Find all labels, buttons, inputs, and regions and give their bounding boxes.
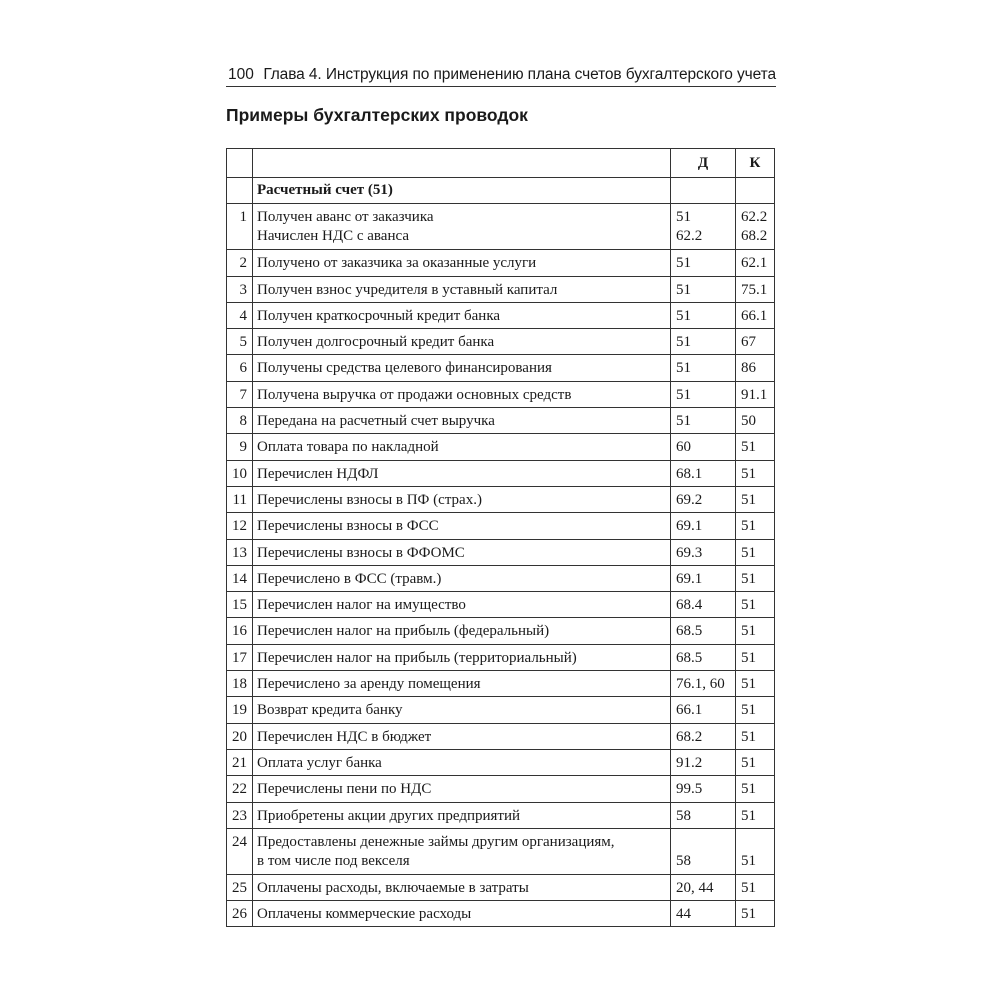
row-description bbox=[253, 697, 671, 723]
row-description bbox=[253, 460, 671, 486]
section-credit-cell bbox=[736, 178, 775, 204]
row-credit-line: 51 bbox=[741, 597, 756, 614]
row-number: 26 bbox=[227, 901, 253, 927]
row-description-line: Перечислен налог на прибыль (федеральный) bbox=[257, 623, 550, 640]
row-description-line: Перечислены взносы в ФФОМС bbox=[257, 544, 465, 561]
table-row bbox=[227, 749, 775, 775]
row-credit-line: 51 bbox=[741, 649, 756, 666]
row-number: 6 bbox=[227, 355, 253, 381]
row-description-line: Получены средства целевого финансирования bbox=[257, 360, 552, 377]
row-description bbox=[253, 802, 671, 828]
table-row bbox=[227, 355, 775, 381]
table-row bbox=[227, 874, 775, 900]
row-credit-line: 51 bbox=[741, 465, 756, 482]
row-credit-line: 51 bbox=[741, 906, 756, 923]
row-description bbox=[253, 723, 671, 749]
section-debit-cell bbox=[671, 178, 736, 204]
row-credit-line: 51 bbox=[741, 781, 756, 798]
row-description bbox=[253, 618, 671, 644]
row-number: 3 bbox=[227, 276, 253, 302]
table-row bbox=[227, 408, 775, 434]
row-credit-line: 67 bbox=[741, 334, 756, 351]
row-credit bbox=[736, 486, 775, 512]
row-credit-line: 51 bbox=[741, 702, 756, 719]
row-credit-line: 51 bbox=[741, 852, 756, 869]
row-debit-line: 51 bbox=[676, 386, 691, 403]
row-description bbox=[253, 434, 671, 460]
row-debit bbox=[671, 513, 736, 539]
row-debit-line: 69.3 bbox=[676, 544, 703, 561]
row-number: 4 bbox=[227, 302, 253, 328]
row-description bbox=[253, 539, 671, 565]
table-row bbox=[227, 592, 775, 618]
table-row bbox=[227, 776, 775, 802]
table-row bbox=[227, 901, 775, 927]
row-debit-line: 51 bbox=[676, 281, 691, 298]
row-credit bbox=[736, 723, 775, 749]
table-row bbox=[227, 644, 775, 670]
row-number: 8 bbox=[227, 408, 253, 434]
row-debit bbox=[671, 276, 736, 302]
row-description-line: Перечислены взносы в ПФ (страх.) bbox=[257, 491, 482, 508]
row-credit bbox=[736, 355, 775, 381]
row-number: 7 bbox=[227, 381, 253, 407]
row-credit bbox=[736, 565, 775, 591]
row-debit bbox=[671, 460, 736, 486]
row-debit bbox=[671, 802, 736, 828]
row-description-line: в том числе под векселя bbox=[257, 852, 410, 869]
row-credit-line: 51 bbox=[741, 491, 756, 508]
row-description bbox=[253, 302, 671, 328]
row-description bbox=[253, 276, 671, 302]
header-credit: К bbox=[736, 149, 775, 178]
row-credit bbox=[736, 776, 775, 802]
table-row bbox=[227, 802, 775, 828]
row-credit-line: 51 bbox=[741, 623, 756, 640]
header-num bbox=[227, 149, 253, 178]
row-debit-line: 58 bbox=[676, 852, 691, 869]
table-row bbox=[227, 276, 775, 302]
row-credit bbox=[736, 671, 775, 697]
row-debit-line: 91.2 bbox=[676, 754, 703, 771]
row-credit-line: 51 bbox=[741, 439, 756, 456]
row-description-line: Оплачены расходы, включаемые в затраты bbox=[257, 879, 529, 896]
table-row bbox=[227, 828, 775, 874]
row-credit-line: 86 bbox=[741, 360, 756, 377]
row-number: 2 bbox=[227, 250, 253, 276]
row-description bbox=[253, 828, 671, 874]
row-description-line: Возврат кредита банку bbox=[257, 702, 403, 719]
row-description bbox=[253, 565, 671, 591]
row-debit-line: 51 bbox=[676, 255, 691, 272]
row-debit-line: 69.1 bbox=[676, 570, 703, 587]
row-description-line: Оплачены коммерческие расходы bbox=[257, 906, 472, 923]
row-debit bbox=[671, 486, 736, 512]
table-row bbox=[227, 460, 775, 486]
row-number: 17 bbox=[227, 644, 253, 670]
row-number: 11 bbox=[227, 486, 253, 512]
row-description bbox=[253, 776, 671, 802]
row-description-line: Получен аванс от заказчика bbox=[257, 209, 434, 226]
row-description-line: Перечислены взносы в ФСС bbox=[257, 518, 439, 535]
row-number: 15 bbox=[227, 592, 253, 618]
row-description-line: Приобретены акции других предприятий bbox=[257, 807, 521, 824]
row-number: 25 bbox=[227, 874, 253, 900]
row-number: 9 bbox=[227, 434, 253, 460]
table-row bbox=[227, 329, 775, 355]
row-debit bbox=[671, 408, 736, 434]
row-description-line: Перечислены пени по НДС bbox=[257, 781, 432, 798]
section-label: Расчетный счет (51) bbox=[253, 178, 671, 204]
row-debit-line: 68.4 bbox=[676, 597, 703, 614]
table-row bbox=[227, 302, 775, 328]
row-description-line: Получено от заказчика за оказанные услуги bbox=[257, 255, 537, 272]
row-debit bbox=[671, 434, 736, 460]
row-debit-line: 44 bbox=[676, 906, 691, 923]
row-number: 10 bbox=[227, 460, 253, 486]
row-number: 5 bbox=[227, 329, 253, 355]
row-number: 23 bbox=[227, 802, 253, 828]
table-row bbox=[227, 204, 775, 250]
row-number: 22 bbox=[227, 776, 253, 802]
row-description bbox=[253, 486, 671, 512]
row-description-line: Перечислен НДФЛ bbox=[257, 465, 379, 482]
row-debit bbox=[671, 355, 736, 381]
row-debit bbox=[671, 592, 736, 618]
row-credit bbox=[736, 802, 775, 828]
table-row bbox=[227, 434, 775, 460]
row-debit-line: 99.5 bbox=[676, 781, 703, 798]
row-credit bbox=[736, 329, 775, 355]
row-credit bbox=[736, 874, 775, 900]
row-debit bbox=[671, 749, 736, 775]
row-debit-line: 51 bbox=[676, 413, 691, 430]
table-row bbox=[227, 381, 775, 407]
table-row bbox=[227, 671, 775, 697]
row-credit-line: 51 bbox=[741, 754, 756, 771]
row-description bbox=[253, 644, 671, 670]
row-description-line: Предоставлены денежные займы другим организациям, bbox=[257, 833, 615, 850]
row-credit-line: 51 bbox=[741, 518, 756, 535]
row-description-line: Передана на расчетный счет выручка bbox=[257, 413, 495, 430]
row-debit-line: 20, 44 bbox=[676, 879, 714, 896]
row-description bbox=[253, 671, 671, 697]
row-credit bbox=[736, 250, 775, 276]
row-debit bbox=[671, 874, 736, 900]
row-description bbox=[253, 408, 671, 434]
row-debit bbox=[671, 671, 736, 697]
row-debit bbox=[671, 618, 736, 644]
row-credit bbox=[736, 901, 775, 927]
row-credit-line: 75.1 bbox=[741, 281, 768, 298]
row-number: 24 bbox=[227, 828, 253, 874]
section-num-cell bbox=[227, 178, 253, 204]
section-title: Примеры бухгалтерских проводок bbox=[226, 105, 528, 125]
row-description-line: Перечислен налог на имущество bbox=[257, 597, 466, 614]
row-debit bbox=[671, 539, 736, 565]
table-row bbox=[227, 513, 775, 539]
row-debit-line: 68.5 bbox=[676, 623, 703, 640]
row-description bbox=[253, 204, 671, 250]
section-row bbox=[227, 178, 775, 204]
row-description bbox=[253, 355, 671, 381]
row-credit bbox=[736, 460, 775, 486]
row-debit bbox=[671, 381, 736, 407]
row-debit bbox=[671, 697, 736, 723]
row-description-line: Получен долгосрочный кредит банка bbox=[257, 334, 495, 351]
row-credit-line: 91.1 bbox=[741, 386, 768, 403]
row-description bbox=[253, 874, 671, 900]
row-credit bbox=[736, 302, 775, 328]
row-description-line: Оплата услуг банка bbox=[257, 754, 382, 771]
row-debit-line bbox=[676, 833, 733, 852]
row-description-line: Перечислен налог на прибыль (территориальный) bbox=[257, 649, 577, 666]
table-row bbox=[227, 618, 775, 644]
row-debit-line: 69.1 bbox=[676, 518, 703, 535]
row-credit bbox=[736, 539, 775, 565]
table-header-row bbox=[227, 149, 775, 178]
row-credit-line: 62.2 bbox=[741, 209, 768, 226]
row-number: 19 bbox=[227, 697, 253, 723]
row-debit-line: 68.2 bbox=[676, 728, 703, 745]
row-description bbox=[253, 513, 671, 539]
row-number: 1 bbox=[227, 204, 253, 250]
row-credit bbox=[736, 434, 775, 460]
row-credit bbox=[736, 592, 775, 618]
row-debit-line: 69.2 bbox=[676, 491, 703, 508]
row-credit bbox=[736, 204, 775, 250]
row-credit-line: 51 bbox=[741, 544, 756, 561]
row-debit bbox=[671, 329, 736, 355]
row-debit bbox=[671, 644, 736, 670]
row-credit bbox=[736, 697, 775, 723]
row-description bbox=[253, 901, 671, 927]
row-description-line: Получен взнос учредителя в уставный капитал bbox=[257, 281, 558, 298]
row-credit bbox=[736, 513, 775, 539]
table-row bbox=[227, 486, 775, 512]
row-debit bbox=[671, 565, 736, 591]
row-number: 16 bbox=[227, 618, 253, 644]
table-row bbox=[227, 723, 775, 749]
row-number: 21 bbox=[227, 749, 253, 775]
row-debit bbox=[671, 250, 736, 276]
row-number: 18 bbox=[227, 671, 253, 697]
row-number: 14 bbox=[227, 565, 253, 591]
postings-table bbox=[226, 148, 775, 927]
row-debit-line: 68.5 bbox=[676, 649, 703, 666]
row-description-line: Перечислен НДС в бюджет bbox=[257, 728, 432, 745]
header-description bbox=[253, 149, 671, 178]
row-credit bbox=[736, 381, 775, 407]
row-debit bbox=[671, 776, 736, 802]
row-credit bbox=[736, 618, 775, 644]
row-number: 13 bbox=[227, 539, 253, 565]
row-number: 20 bbox=[227, 723, 253, 749]
row-credit-line: 68.2 bbox=[741, 228, 768, 245]
table-row bbox=[227, 697, 775, 723]
row-credit-line: 51 bbox=[741, 676, 756, 693]
row-credit-line: 51 bbox=[741, 807, 756, 824]
row-debit-line: 51 bbox=[676, 209, 691, 226]
row-credit-line bbox=[741, 833, 772, 852]
row-debit bbox=[671, 204, 736, 250]
row-description bbox=[253, 329, 671, 355]
page-number: 100 bbox=[228, 66, 254, 83]
row-debit-line: 51 bbox=[676, 360, 691, 377]
row-description-line: Перечислено за аренду помещения bbox=[257, 676, 481, 693]
row-credit-line: 66.1 bbox=[741, 307, 768, 324]
chapter-title: Глава 4. Инструкция по применению плана счетов бухгалтерского учета bbox=[263, 66, 776, 83]
row-credit-line: 51 bbox=[741, 570, 756, 587]
row-credit bbox=[736, 749, 775, 775]
table-row bbox=[227, 565, 775, 591]
row-debit-line: 60 bbox=[676, 439, 691, 456]
row-debit-line: 51 bbox=[676, 307, 691, 324]
row-credit bbox=[736, 644, 775, 670]
row-credit-line: 50 bbox=[741, 413, 756, 430]
row-description bbox=[253, 250, 671, 276]
table-row bbox=[227, 250, 775, 276]
row-debit-line: 66.1 bbox=[676, 702, 703, 719]
row-description bbox=[253, 592, 671, 618]
row-description-line: Перечислено в ФСС (травм.) bbox=[257, 570, 442, 587]
row-credit-line: 51 bbox=[741, 728, 756, 745]
row-credit-line: 51 bbox=[741, 879, 756, 896]
row-description bbox=[253, 381, 671, 407]
row-description bbox=[253, 749, 671, 775]
row-description-line: Получен краткосрочный кредит банка bbox=[257, 307, 501, 324]
row-credit bbox=[736, 828, 775, 874]
row-debit-line: 51 bbox=[676, 334, 691, 351]
row-number: 12 bbox=[227, 513, 253, 539]
row-description-line: Оплата товара по накладной bbox=[257, 439, 439, 456]
row-debit bbox=[671, 828, 736, 874]
table-row bbox=[227, 539, 775, 565]
row-debit-line: 68.1 bbox=[676, 465, 703, 482]
row-debit-line: 76.1, 60 bbox=[676, 676, 725, 693]
row-credit-line: 62.1 bbox=[741, 255, 768, 272]
row-debit-line: 62.2 bbox=[676, 228, 703, 245]
header-debit: Д bbox=[671, 149, 736, 178]
row-debit-line: 58 bbox=[676, 807, 691, 824]
row-credit bbox=[736, 276, 775, 302]
row-debit bbox=[671, 723, 736, 749]
row-description-line: Получена выручка от продажи основных средств bbox=[257, 386, 572, 403]
row-debit bbox=[671, 901, 736, 927]
row-credit bbox=[736, 408, 775, 434]
row-description-line: Начислен НДС с аванса bbox=[257, 228, 409, 245]
row-debit bbox=[671, 302, 736, 328]
running-header bbox=[226, 64, 776, 87]
